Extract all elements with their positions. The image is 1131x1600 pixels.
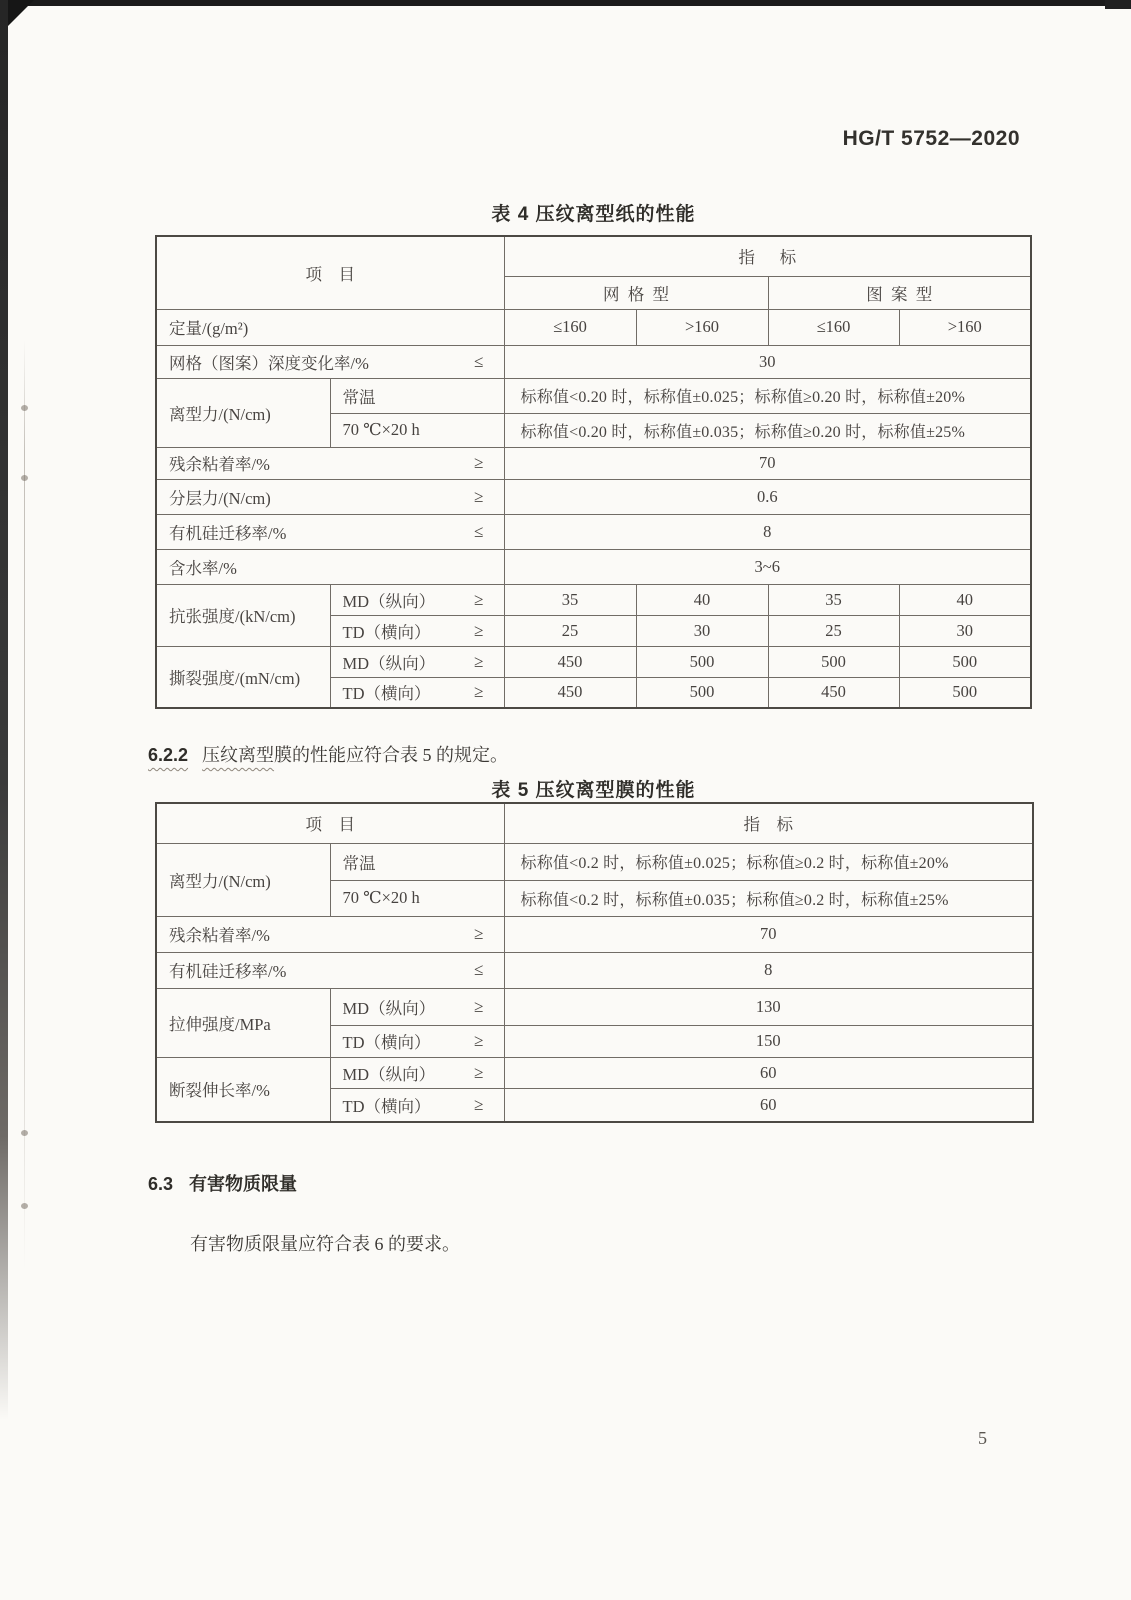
table-row — [156, 479, 1031, 514]
table-cell: 500 — [899, 677, 1031, 708]
table-cell: 断裂伸长率/% — [156, 1057, 330, 1122]
table-row — [156, 514, 1031, 549]
compare-symbol-icon: ≤ — [474, 521, 484, 541]
cell-content — [343, 650, 500, 674]
compare-symbol-icon: ≥ — [474, 589, 484, 609]
table-cell — [156, 916, 504, 952]
table-cell — [330, 615, 504, 646]
table-cell: 抗张强度/(kN/cm) — [156, 584, 330, 646]
cell-label: 残余粘着率/% — [169, 455, 270, 474]
table-cell: 离型力/(N/cm) — [156, 843, 330, 916]
cell-content — [169, 451, 500, 475]
table-cell: 25 — [768, 615, 899, 646]
table-cell: 定量/(g/m²) — [156, 309, 504, 345]
cell-label: 有机硅迁移率/% — [169, 962, 287, 981]
table-cell: 70 ℃×20 h — [330, 880, 504, 916]
table-row — [156, 584, 1031, 615]
table-cell: 500 — [636, 646, 768, 677]
page-number: 5 — [978, 1428, 987, 1448]
table-cell: 35 — [504, 584, 636, 615]
table-cell: 130 — [504, 988, 1033, 1025]
table-cell: 500 — [636, 677, 768, 708]
compare-symbol-icon: ≥ — [474, 453, 484, 472]
section-6-3-number: 6.3 — [148, 1174, 174, 1194]
table-cell: >160 — [636, 309, 768, 345]
cell-content — [169, 958, 500, 982]
table-row — [156, 1057, 1033, 1088]
table-cell: 标称值<0.20 时，标称值±0.025；标称值≥0.20 时，标称值±20% — [504, 378, 1031, 413]
table4-title: 表 4 压纹离型纸的性能 — [491, 204, 696, 225]
table-cell: 70 — [504, 447, 1031, 479]
compare-symbol-icon: ≥ — [474, 682, 484, 702]
table-cell: 150 — [504, 1025, 1033, 1057]
compare-symbol-icon: ≥ — [474, 1031, 484, 1050]
table-cell: 拉伸强度/MPa — [156, 988, 330, 1057]
compare-symbol-icon: ≤ — [474, 960, 484, 979]
table-row — [156, 309, 1031, 345]
section-6-2-2 — [148, 741, 508, 767]
table-row — [156, 988, 1033, 1025]
table-cell: 500 — [768, 646, 899, 677]
table-cell: 指 标 — [504, 803, 1033, 843]
table-row — [156, 549, 1031, 584]
table-cell: 40 — [899, 584, 1031, 615]
table-cell: ≤160 — [768, 309, 899, 345]
compare-symbol-icon: ≥ — [474, 1062, 484, 1082]
cell-label: TD（横向） — [342, 1096, 431, 1116]
table-cell: 450 — [504, 646, 636, 677]
table-cell: 0.6 — [504, 479, 1031, 514]
cell-content — [169, 485, 500, 509]
section-6-3-title: 有害物质限量 — [189, 1174, 298, 1194]
section-6-2-2-number: 6.2.2 — [148, 745, 189, 765]
table-row — [156, 447, 1031, 479]
compare-symbol-icon: ≥ — [474, 1094, 484, 1114]
standard-code: HG/T 5752—2020 — [842, 127, 1020, 150]
cell-label: 网格（图案）深度变化率/% — [169, 353, 369, 373]
scan-corner-top-right — [1105, 0, 1131, 9]
scan-crease-mark — [21, 1203, 28, 1209]
compare-symbol-icon: ≥ — [474, 924, 484, 943]
table-cell: 40 — [636, 584, 768, 615]
table-row — [156, 803, 1033, 843]
cell-content — [343, 680, 500, 704]
cell-label: TD（横向） — [342, 622, 431, 642]
table-row — [156, 378, 1031, 413]
compare-symbol-icon: ≥ — [474, 996, 484, 1016]
cell-label: MD（纵向） — [342, 1064, 436, 1084]
table-cell — [156, 447, 504, 479]
table-cell — [330, 584, 504, 615]
table-cell: 8 — [504, 514, 1031, 549]
table-cell — [156, 952, 504, 988]
table-cell: ≤160 — [504, 309, 636, 345]
table-cell — [330, 1025, 504, 1057]
compare-symbol-icon: ≤ — [474, 351, 484, 371]
table-cell: 500 — [899, 646, 1031, 677]
scan-edge-top — [0, 0, 1131, 6]
table-cell: 3~6 — [504, 549, 1031, 584]
section-6-2-2-text: 膜的性能应符合表 5 的规定。 — [274, 745, 509, 765]
table-cell: 25 — [504, 615, 636, 646]
table-row — [156, 236, 1031, 276]
table-cell: 30 — [504, 345, 1031, 378]
cell-label: MD（纵向） — [342, 998, 436, 1018]
table-cell: 常温 — [330, 378, 504, 413]
cell-content — [343, 1061, 500, 1085]
table-cell: 标称值<0.20 时，标称值±0.035；标称值≥0.20 时，标称值±25% — [504, 413, 1031, 447]
table-cell — [330, 646, 504, 677]
cell-content — [169, 520, 500, 544]
table-cell: 项 目 — [156, 803, 504, 843]
cell-content — [169, 350, 500, 374]
table5-embossed-release-film-properties — [155, 802, 1034, 1123]
table-cell: 70 — [504, 916, 1033, 952]
table-cell: 含水率/% — [156, 549, 504, 584]
table-cell: 网 格 型 — [504, 276, 768, 309]
compare-symbol-icon: ≥ — [474, 651, 484, 671]
cell-label: TD（横向） — [342, 1033, 431, 1052]
scan-crease-mark — [21, 1130, 28, 1136]
table-cell: 60 — [504, 1088, 1033, 1122]
table-body — [156, 803, 1033, 1122]
table-cell: 8 — [504, 952, 1033, 988]
cell-content — [169, 922, 500, 946]
cell-label: 有机硅迁移率/% — [169, 523, 287, 543]
table-cell: 常温 — [330, 843, 504, 880]
table-cell: 450 — [504, 677, 636, 708]
table-cell: 30 — [636, 615, 768, 646]
scan-edge-left — [0, 0, 8, 1420]
table-row — [156, 843, 1033, 880]
scan-crease-mark — [21, 405, 28, 411]
table-cell: 撕裂强度/(mN/cm) — [156, 646, 330, 708]
table-cell — [330, 1057, 504, 1088]
table-cell — [330, 677, 504, 708]
table-cell: 标称值<0.2 时，标称值±0.025；标称值≥0.2 时，标称值±20% — [504, 843, 1033, 880]
table-cell: 30 — [899, 615, 1031, 646]
compare-symbol-icon: ≥ — [474, 620, 484, 640]
cell-label: MD（纵向） — [342, 653, 436, 673]
table-cell: 70 ℃×20 h — [330, 413, 504, 447]
table-cell — [330, 988, 504, 1025]
section-6-3-heading — [148, 1170, 297, 1196]
table-row — [156, 952, 1033, 988]
cell-label: 分层力/(N/cm) — [169, 488, 271, 508]
table-row — [156, 345, 1031, 378]
table-row — [156, 646, 1031, 677]
table-cell: 指 标 — [504, 236, 1031, 276]
section-6-2-2-underlined-text: 压纹离型 — [202, 745, 275, 765]
table-body — [156, 236, 1031, 708]
table-cell — [330, 1088, 504, 1122]
table-cell: 标称值<0.2 时，标称值±0.035；标称值≥0.2 时，标称值±25% — [504, 880, 1033, 916]
cell-content — [343, 995, 500, 1019]
table-cell — [156, 514, 504, 549]
table-row — [156, 916, 1033, 952]
table4-embossed-release-paper-properties — [155, 235, 1032, 709]
table-cell — [156, 345, 504, 378]
table-cell: 离型力/(N/cm) — [156, 378, 330, 447]
table-cell: >160 — [899, 309, 1031, 345]
cell-content — [343, 588, 500, 612]
section-6-3-body: 有害物质限量应符合表 6 的要求。 — [190, 1234, 460, 1254]
cell-content — [343, 619, 500, 643]
table-cell: 项 目 — [156, 236, 504, 309]
cell-content — [343, 1093, 500, 1117]
compare-symbol-icon: ≥ — [474, 486, 484, 506]
table-cell: 450 — [768, 677, 899, 708]
scan-crease-mark — [21, 475, 28, 481]
cell-content — [343, 1029, 500, 1053]
cell-label: TD（横向） — [342, 684, 431, 704]
table5-title: 表 5 压纹离型膜的性能 — [491, 780, 696, 801]
cell-label: MD（纵向） — [342, 591, 436, 611]
cell-label: 残余粘着率/% — [169, 926, 270, 945]
table-cell: 35 — [768, 584, 899, 615]
table-cell: 图 案 型 — [768, 276, 1031, 309]
table-cell — [156, 479, 504, 514]
table-cell: 60 — [504, 1057, 1033, 1088]
